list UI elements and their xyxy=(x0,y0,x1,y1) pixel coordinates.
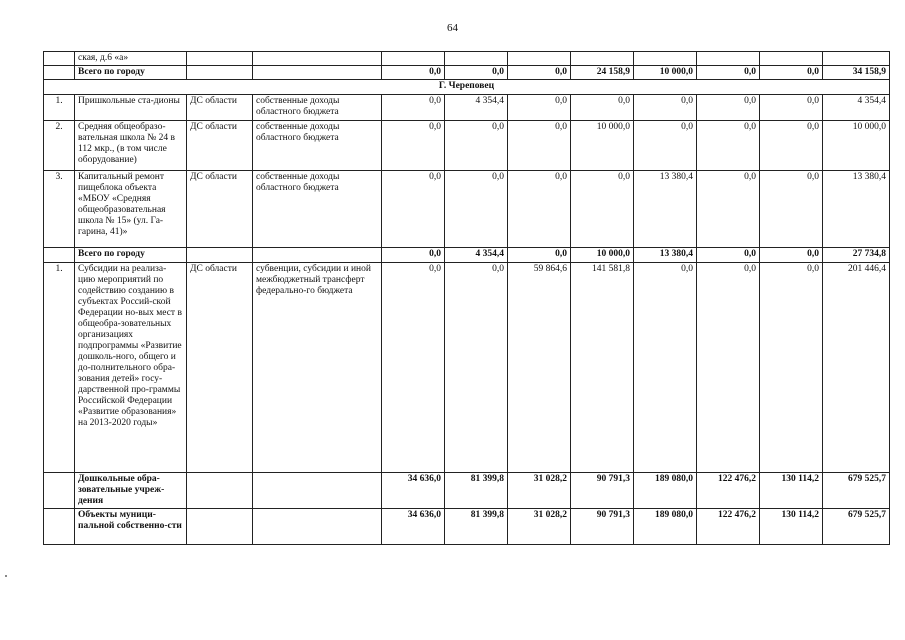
value-cell: 130 114,2 xyxy=(760,509,823,545)
value-cell: 27 734,8 xyxy=(823,248,890,263)
value-cell: 122 476,2 xyxy=(697,509,760,545)
value-cell: 10 000,0 xyxy=(571,248,634,263)
value-cell: 10 000,0 xyxy=(571,121,634,171)
table-row xyxy=(44,171,890,248)
value-cell: 0,0 xyxy=(571,95,634,121)
value-cell: 0,0 xyxy=(634,95,697,121)
empty-cell xyxy=(634,52,697,66)
empty-cell xyxy=(508,52,571,66)
empty-cell xyxy=(253,52,382,66)
value-cell: 0,0 xyxy=(445,263,508,473)
value-cell: 0,0 xyxy=(760,263,823,473)
num-cell xyxy=(44,473,75,509)
table-row xyxy=(44,66,890,80)
customer-cell: ДС области xyxy=(187,121,253,171)
value-cell: 0,0 xyxy=(445,66,508,80)
source-cell xyxy=(253,66,382,80)
total-label: Всего по городу xyxy=(75,248,187,263)
value-cell: 141 581,8 xyxy=(571,263,634,473)
source-cell: собственные доходы областного бюджета xyxy=(253,95,382,121)
scan-speck xyxy=(5,575,7,577)
value-cell: 0,0 xyxy=(760,95,823,121)
table-row xyxy=(44,509,890,545)
num-cell xyxy=(44,66,75,80)
value-cell: 4 354,4 xyxy=(445,248,508,263)
value-cell: 0,0 xyxy=(445,171,508,248)
value-cell: 130 114,2 xyxy=(760,473,823,509)
empty-cell xyxy=(187,52,253,66)
value-cell: 679 525,7 xyxy=(823,473,890,509)
source-cell: собственные доходы областного бюджета xyxy=(253,171,382,248)
value-cell: 13 380,4 xyxy=(823,171,890,248)
object-name: Субсидии на реализа-цию мероприятий по содействию созданию в субъектах Россий-ской Федерации но-вых мест в общеобра-зовательных организациях подпрограммы «Развитие дошколь-ного, общего и до-полнительного обра-зования детей» госу-дарственной про-граммы Российской Федерации «Развитие образования» на 2013-2020 годы» xyxy=(75,263,187,473)
empty-cell xyxy=(823,52,890,66)
table-body xyxy=(44,52,890,545)
value-cell: 0,0 xyxy=(697,263,760,473)
empty-cell xyxy=(382,52,445,66)
budget-table xyxy=(43,51,890,545)
value-cell: 122 476,2 xyxy=(697,473,760,509)
value-cell: 0,0 xyxy=(760,171,823,248)
value-cell: 201 446,4 xyxy=(823,263,890,473)
value-cell: 0,0 xyxy=(508,95,571,121)
value-cell: 0,0 xyxy=(697,121,760,171)
value-cell: 31 028,2 xyxy=(508,509,571,545)
value-cell: 0,0 xyxy=(571,171,634,248)
num-cell xyxy=(44,52,75,66)
value-cell: 4 354,4 xyxy=(445,95,508,121)
row-number: 2. xyxy=(44,121,75,171)
value-cell: 0,0 xyxy=(382,248,445,263)
row-number: 1. xyxy=(44,263,75,473)
value-cell: 0,0 xyxy=(697,66,760,80)
customer-cell xyxy=(187,248,253,263)
row-number: 3. xyxy=(44,171,75,248)
value-cell: 81 399,8 xyxy=(445,509,508,545)
customer-cell: ДС области xyxy=(187,95,253,121)
value-cell: 0,0 xyxy=(382,263,445,473)
value-cell: 0,0 xyxy=(508,66,571,80)
table-row xyxy=(44,95,890,121)
object-name: Средняя общеобразо-вательная школа № 24 в 112 мкр., (в том числе оборудование) xyxy=(75,121,187,171)
value-cell: 189 080,0 xyxy=(634,473,697,509)
value-cell: 189 080,0 xyxy=(634,509,697,545)
customer-cell xyxy=(187,66,253,80)
value-cell: 0,0 xyxy=(760,121,823,171)
value-cell: 0,0 xyxy=(697,248,760,263)
value-cell: 0,0 xyxy=(382,171,445,248)
value-cell: 0,0 xyxy=(697,171,760,248)
source-cell xyxy=(253,248,382,263)
page-number: 64 xyxy=(447,22,458,34)
customer-cell xyxy=(187,473,253,509)
object-name: Капитальный ремонт пищеблока объекта «МБОУ «Средняя общеобразовательная школа № 15» (ул. Га-гарина, 41)» xyxy=(75,171,187,248)
section-label: Объекты муници-пальной собственно-сти xyxy=(75,509,187,545)
source-cell: субвенции, субсидии и иной межбюджетный трансферт федерально-го бюджета xyxy=(253,263,382,473)
num-cell xyxy=(44,509,75,545)
value-cell: 13 380,4 xyxy=(634,171,697,248)
source-cell xyxy=(253,473,382,509)
empty-cell xyxy=(571,52,634,66)
value-cell: 0,0 xyxy=(445,121,508,171)
value-cell: 0,0 xyxy=(382,66,445,80)
value-cell: 0,0 xyxy=(382,95,445,121)
num-cell xyxy=(44,248,75,263)
value-cell: 24 158,9 xyxy=(571,66,634,80)
table-row xyxy=(44,473,890,509)
value-cell: 0,0 xyxy=(382,121,445,171)
source-cell xyxy=(253,509,382,545)
object-name: ская, д.6 «а» xyxy=(75,52,187,66)
value-cell: 0,0 xyxy=(760,66,823,80)
value-cell: 0,0 xyxy=(760,248,823,263)
value-cell: 13 380,4 xyxy=(634,248,697,263)
value-cell: 0,0 xyxy=(634,263,697,473)
value-cell: 34 158,9 xyxy=(823,66,890,80)
city-header: Г. Череповец xyxy=(44,80,890,95)
value-cell: 679 525,7 xyxy=(823,509,890,545)
value-cell: 34 636,0 xyxy=(382,473,445,509)
value-cell: 90 791,3 xyxy=(571,473,634,509)
section-label: Дошкольные обра-зовательные учреж-дения xyxy=(75,473,187,509)
value-cell: 0,0 xyxy=(508,248,571,263)
value-cell: 0,0 xyxy=(697,95,760,121)
total-label: Всего по городу xyxy=(75,66,187,80)
customer-cell: ДС области xyxy=(187,263,253,473)
table-row xyxy=(44,80,890,95)
value-cell: 31 028,2 xyxy=(508,473,571,509)
empty-cell xyxy=(445,52,508,66)
value-cell: 0,0 xyxy=(508,121,571,171)
source-cell: собственные доходы областного бюджета xyxy=(253,121,382,171)
value-cell: 10 000,0 xyxy=(823,121,890,171)
value-cell: 59 864,6 xyxy=(508,263,571,473)
value-cell: 0,0 xyxy=(508,171,571,248)
row-number: 1. xyxy=(44,95,75,121)
value-cell: 81 399,8 xyxy=(445,473,508,509)
customer-cell: ДС области xyxy=(187,171,253,248)
table-row xyxy=(44,121,890,171)
object-name: Пришкольные ста-дионы xyxy=(75,95,187,121)
value-cell: 0,0 xyxy=(634,121,697,171)
table-row xyxy=(44,248,890,263)
value-cell: 4 354,4 xyxy=(823,95,890,121)
value-cell: 34 636,0 xyxy=(382,509,445,545)
table-row xyxy=(44,263,890,473)
empty-cell xyxy=(760,52,823,66)
table-row xyxy=(44,52,890,66)
customer-cell xyxy=(187,509,253,545)
value-cell: 10 000,0 xyxy=(634,66,697,80)
empty-cell xyxy=(697,52,760,66)
value-cell: 90 791,3 xyxy=(571,509,634,545)
